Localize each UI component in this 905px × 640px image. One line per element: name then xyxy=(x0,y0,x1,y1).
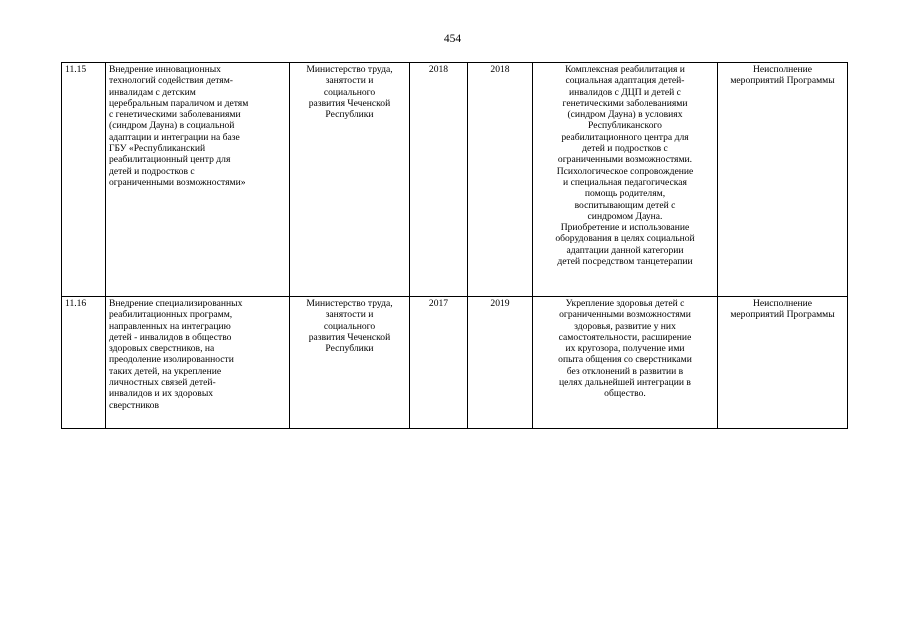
result-line: без отклонений в развитии в xyxy=(566,365,684,377)
measure-name-line: детей и подростков с xyxy=(109,165,195,177)
executor-cell xyxy=(290,63,410,297)
measures-table xyxy=(61,62,848,429)
end-year: 2019 xyxy=(490,298,510,309)
executor-line: социального xyxy=(323,320,376,332)
executor-line: Республики xyxy=(325,109,374,121)
result-line: здоровья, развитие у них xyxy=(574,320,676,332)
start-year-cell xyxy=(410,297,468,429)
expected-result-cell xyxy=(533,297,718,429)
risk-line: Неисполнение xyxy=(752,64,813,75)
measure-name-line: Внедрение инновационных xyxy=(109,64,221,75)
result-line: общество. xyxy=(604,388,646,400)
start-year: 2017 xyxy=(428,298,449,309)
row-number: 11.16 xyxy=(65,298,87,309)
row-number-cell xyxy=(62,63,106,297)
risk-line: мероприятий Программы xyxy=(730,309,835,321)
executor-line: занятости и xyxy=(325,75,374,87)
result-line: реабилитационного центра для xyxy=(561,131,689,143)
result-line: Республиканского xyxy=(588,120,662,132)
end-year-cell xyxy=(468,63,533,297)
result-line: адаптации данной категории xyxy=(566,244,684,256)
result-line: воспитывающим детей с xyxy=(574,199,676,211)
start-year: 2018 xyxy=(428,64,449,75)
risk-line: мероприятий Программы xyxy=(730,75,835,87)
result-line: целях дальнейшей интеграции в xyxy=(559,377,691,389)
measure-name-cell xyxy=(106,63,290,297)
result-line: их кругозора, получение ими xyxy=(565,343,685,355)
measure-name-line: направленных на интеграцию xyxy=(109,320,231,332)
measure-name-line: Внедрение специализированных xyxy=(109,298,243,309)
executor-line: Республики xyxy=(325,343,374,355)
measure-name-line: инвалидам с детским xyxy=(109,86,196,98)
measure-name-line: здоровых сверстников, на xyxy=(109,343,215,355)
measure-name-line: ГБУ «Республиканский xyxy=(109,143,206,155)
measure-name-line: личностных связей детей- xyxy=(109,377,216,389)
result-line: Укрепление здоровья детей с xyxy=(565,298,685,309)
result-line: генетическими заболеваниями xyxy=(562,97,688,109)
result-line: ограниченными возможностями xyxy=(559,309,691,321)
row-number-cell xyxy=(62,297,106,429)
result-line: самостоятельности, расширение xyxy=(558,331,692,343)
executor-line: Министерство труда, xyxy=(306,298,393,309)
result-line: и специальная педагогическая xyxy=(563,176,687,188)
result-line: детей посредством танцетерапии xyxy=(557,256,693,268)
result-line: Приобретение и использование xyxy=(560,222,690,234)
result-line: Комплексная реабилитация и xyxy=(565,64,685,75)
result-line: социальная адаптация детей- xyxy=(565,75,685,87)
table-row xyxy=(62,63,848,297)
start-year-cell xyxy=(410,63,468,297)
end-year: 2018 xyxy=(490,64,510,75)
executor-line: развития Чеченской xyxy=(308,97,391,109)
measure-name-line: таких детей, на укрепление xyxy=(109,365,222,377)
risk-cell xyxy=(718,63,848,297)
measure-name-line: сверстников xyxy=(109,399,160,411)
measure-name-line: реабилитационный центр для xyxy=(109,154,231,166)
result-line: Психологическое сопровождение xyxy=(556,165,694,177)
executor-cell xyxy=(290,297,410,429)
result-line: опыта общения со сверстниками xyxy=(558,354,692,366)
measure-name-cell xyxy=(106,297,290,429)
expected-result-cell xyxy=(533,63,718,297)
measure-name-line: церебральным параличом и детям xyxy=(109,97,249,109)
result-line: синдромом Дауна. xyxy=(587,210,663,222)
measure-name-line: преодоление изолированности xyxy=(109,354,234,366)
measure-name-line: инвалидов и их здоровых xyxy=(109,388,214,400)
risk-line: Неисполнение xyxy=(752,298,813,309)
measure-name-line: технологий содействия детям- xyxy=(109,75,233,87)
result-line: инвалидов с ДЦП и детей с xyxy=(569,86,681,98)
row-number: 11.15 xyxy=(65,64,87,75)
measure-name-line: адаптации и интеграции на базе xyxy=(109,131,240,143)
table-row xyxy=(62,297,848,429)
page-number: 454 xyxy=(443,33,462,45)
measure-name-line: (синдром Дауна) в социальной xyxy=(109,120,235,132)
measure-name-line: детей - инвалидов в общество xyxy=(109,331,232,343)
result-line: помощь родителям, xyxy=(584,188,666,200)
executor-line: развития Чеченской xyxy=(308,331,391,343)
executor-line: занятости и xyxy=(325,309,374,321)
measure-name-line: с генетическими заболеваниями xyxy=(109,109,241,121)
result-line: ограниченными возможностями. xyxy=(557,154,693,166)
executor-line: социального xyxy=(323,86,376,98)
measure-name-line: реабилитационных программ, xyxy=(109,309,233,321)
executor-line: Министерство труда, xyxy=(306,64,393,75)
end-year-cell xyxy=(468,297,533,429)
result-line: детей и подростков с xyxy=(582,143,668,155)
result-line: оборудования в целях социальной xyxy=(555,233,695,245)
result-line: (синдром Дауна) в условиях xyxy=(567,109,683,121)
risk-cell xyxy=(718,297,848,429)
measure-name-line: ограниченными возможностями» xyxy=(109,176,246,188)
